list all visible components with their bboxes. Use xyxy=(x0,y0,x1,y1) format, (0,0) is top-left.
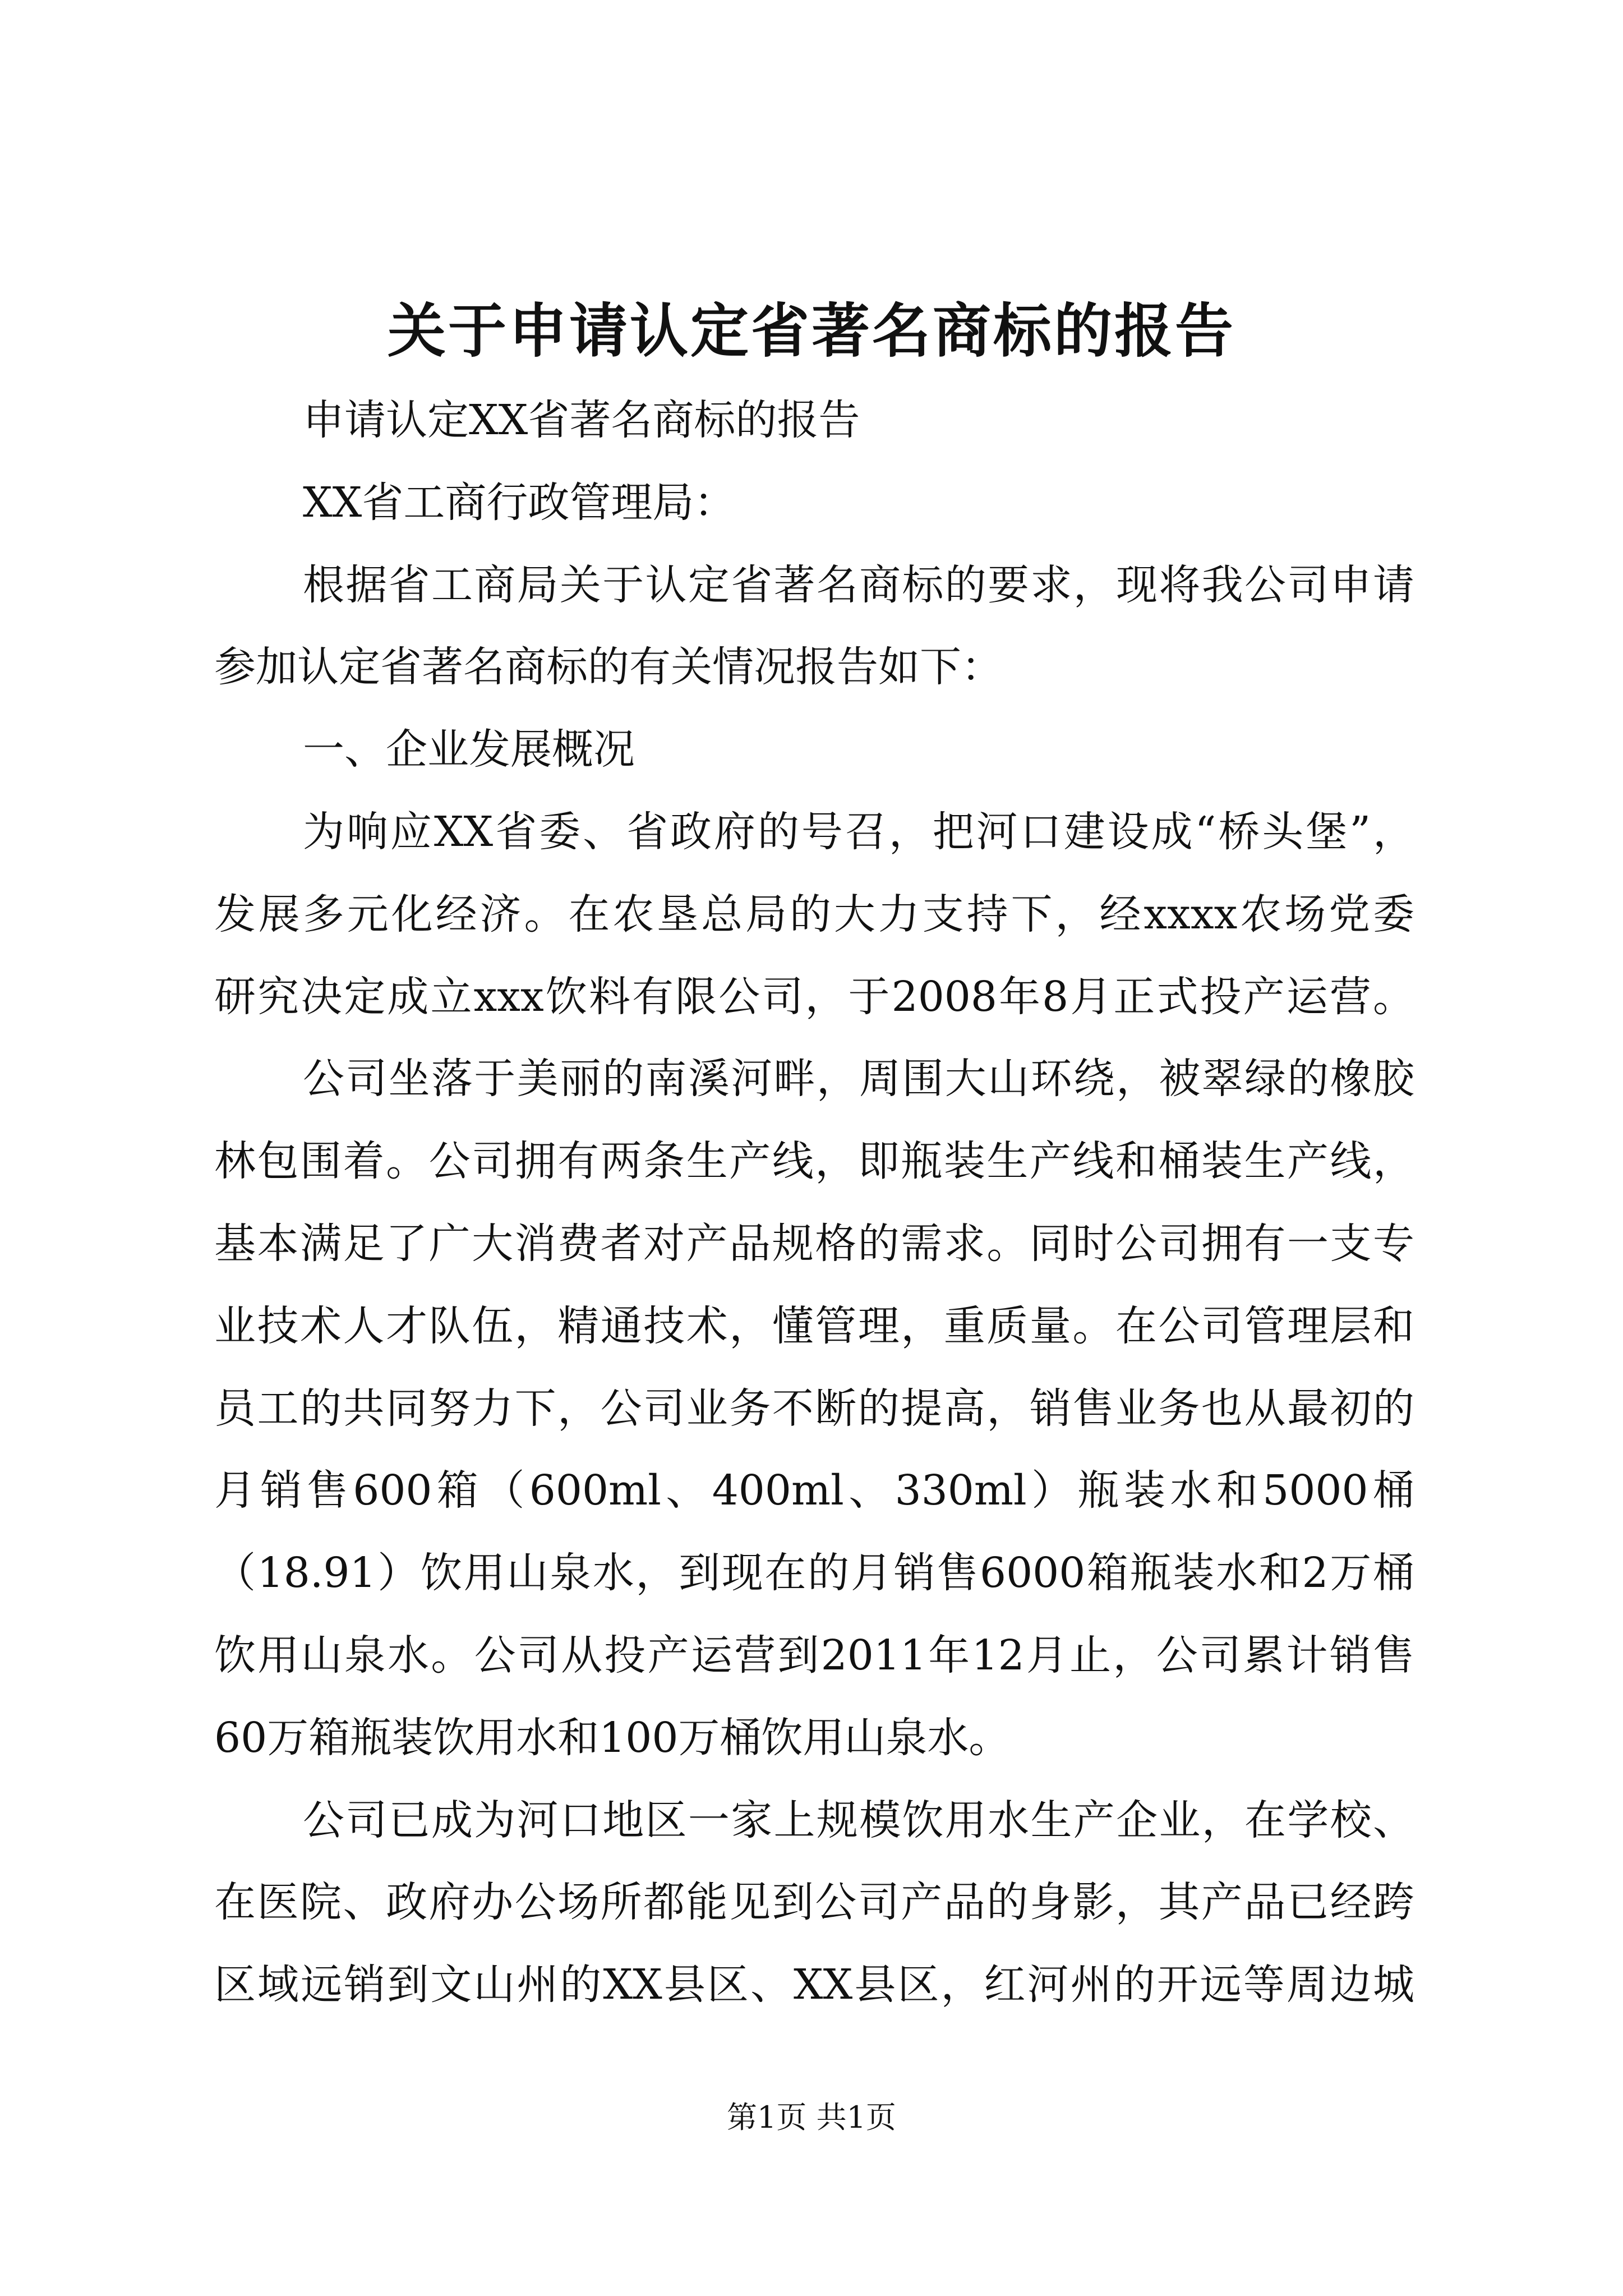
document-body xyxy=(214,379,1414,2026)
text-line: （18.91）饮用山泉水，到现在的月销售6000箱瓶装水和2万桶 xyxy=(214,1549,1414,1598)
text-line: 饮用山泉水。公司从投产运营到2011年12月止，公司累计销售 xyxy=(214,1631,1414,1680)
text-line: 根据省工商局关于认定省著名商标的要求，现将我公司申请 xyxy=(303,560,1414,609)
text-line: 发展多元化经济。在农垦总局的大力支持下，经xxxx农场党委 xyxy=(214,890,1414,938)
text-line: 林包围着。公司拥有两条生产线，即瓶装生产线和桶装生产线， xyxy=(214,1137,1414,1186)
text-line: 公司坐落于美丽的南溪河畔，周围大山环绕，被翠绿的橡胶 xyxy=(303,1055,1414,1103)
text-line: 区域远销到文山州的XX县区、XX县区，红河州的开远等周边城 xyxy=(214,1961,1414,2009)
text-line: 60万箱瓶装饮用水和100万桶饮用山泉水。 xyxy=(214,1713,1011,1762)
text-line: 为响应XX省委、省政府的号召，把河口建设成“桥头堡”， xyxy=(303,807,1414,856)
text-line: 参加认定省著名商标的有关情况报告如下： xyxy=(214,643,1003,692)
text-line: 员工的共同努力下，公司业务不断的提高，销售业务也从最初的 xyxy=(214,1384,1414,1433)
text-line: 一、企业发展概况 xyxy=(303,725,635,774)
text-line: XX省工商行政管理局： xyxy=(303,478,736,527)
text-line: 申请认定XX省著名商标的报告 xyxy=(303,396,860,444)
text-line: 公司已成为河口地区一家上规模饮用水生产企业，在学校、 xyxy=(303,1796,1414,1844)
text-line: 在医院、政府办公场所都能见到公司产品的身影，其产品已经跨 xyxy=(214,1878,1414,1927)
text-line: 业技术人才队伍，精通技术，懂管理，重质量。在公司管理层和 xyxy=(214,1301,1414,1350)
text-line: 月销售600箱（600ml、400ml、330ml）瓶装水和5000桶 xyxy=(214,1466,1414,1515)
page-footer: 第1页 共1页 xyxy=(727,2100,896,2135)
text-line: 研究决定成立xxx饮料有限公司，于2008年8月正式投产运营。 xyxy=(214,972,1414,1021)
document-title: 关于申请认定省著名商标的报告 xyxy=(387,296,1235,365)
text-line: 基本满足了广大消费者对产品规格的需求。同时公司拥有一支专 xyxy=(214,1219,1414,1268)
